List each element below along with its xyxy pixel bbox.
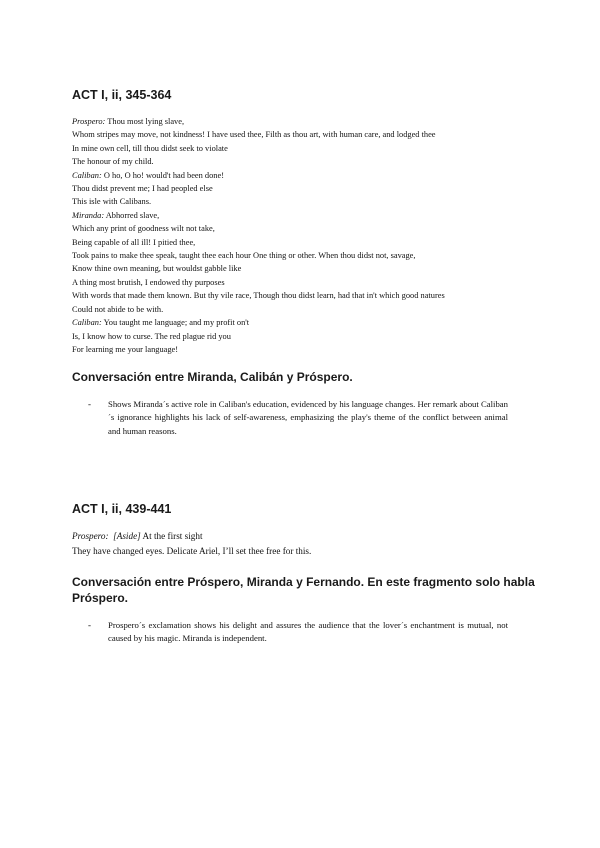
speaker-name: Prospero: — [72, 531, 109, 541]
verse-line — [72, 222, 542, 235]
verse-text: Whom stripes may move, not kindness! I have used thee, Filth as thou art, with human care, and lodged thee — [72, 130, 436, 140]
verse-line — [72, 249, 542, 262]
verse-text: This isle with Calibans. — [72, 197, 152, 207]
verse-line: They have changed eyes. Delicate Ariel, I’ll set thee free for this. — [72, 545, 312, 556]
verse-text: Being capable of all ill! I pitied thee, — [72, 237, 196, 247]
verse-line — [72, 169, 542, 182]
verse-text: Could not abide to be with. — [72, 304, 164, 314]
verse-line — [72, 209, 542, 222]
verse-line — [72, 262, 542, 275]
verse-text: Thou didst prevent me; I had peopled else — [72, 184, 213, 194]
verse-line — [72, 330, 542, 343]
verse-text: Took pains to make thee speak, taught thee each hour One thing or other. When thou didst not, savage, — [72, 251, 416, 261]
bullet-text-2: Prospero´s exclamation shows his delight and assures the audience that the lover´s enchantment is mutual, not caused by his magic. Miranda is independent. — [108, 620, 508, 644]
verse-text: The honour of my child. — [72, 157, 154, 167]
verse-text: With words that made them known. But thy vile race, Though thou didst learn, had that in't which good natures — [72, 291, 445, 301]
verse-text: In mine own cell, till thou didst seek to violate — [72, 143, 228, 153]
verse-line — [72, 142, 542, 155]
verse-line — [72, 303, 542, 316]
bullet-dash: - — [88, 620, 91, 630]
verse-line — [72, 115, 542, 128]
bullet-dash: - — [88, 399, 91, 409]
verse-passage-2 — [72, 529, 542, 558]
verse-line — [72, 529, 542, 544]
verse-line — [72, 236, 542, 249]
section-heading-1: Conversación entre Miranda, Calibán y Próspero. — [72, 370, 353, 384]
bullet-text-1: Shows Miranda´s active role in Caliban's education, evidenced by his language changes. Her remark about Caliban´s ignorance highlights his lack of self-awareness, emphasizing the play's theme of the conflict between animal and human reasons. — [108, 399, 508, 436]
verse-line — [72, 182, 542, 195]
stage-direction: [Aside] — [113, 531, 141, 541]
verse-line — [72, 343, 542, 356]
verse-line — [72, 195, 542, 208]
bullet-item-2 — [88, 619, 508, 646]
verse-text: For learning me your language! — [72, 344, 179, 354]
bullet-item-1 — [88, 398, 508, 438]
section-heading-2: Conversación entre Próspero, Miranda y Fernando. En este fragmento solo habla Próspero. — [72, 575, 535, 605]
verse-line — [72, 289, 542, 302]
speaker-name: Prospero: — [72, 117, 106, 126]
verse-text: You taught me language; and my profit on't — [101, 318, 250, 328]
verse-line — [72, 128, 542, 141]
verse-passage-1 — [72, 115, 542, 356]
speaker-name: Caliban: — [72, 170, 102, 180]
act-heading-2: ACT I, ii, 439-441 — [72, 502, 172, 516]
verse-text: Is, I know how to curse. The red plague rid you — [72, 331, 231, 341]
verse-text: Abhorred slave, — [104, 210, 160, 220]
verse-line — [72, 276, 542, 289]
verse-text: Know thine own meaning, but wouldst gabble like — [72, 264, 242, 274]
act-heading-1: ACT I, ii, 345-364 — [72, 88, 172, 102]
verse-text: Thou most lying slave, — [105, 117, 185, 126]
verse-text: A thing most brutish, I endowed thy purposes — [72, 277, 225, 287]
verse-line — [72, 155, 542, 168]
verse-text: Which any print of goodness wilt not take, — [72, 224, 215, 234]
speaker-name: Caliban: — [72, 318, 102, 328]
verse-text: O ho, O ho! would't had been done! — [101, 170, 225, 180]
verse-text: At the first sight — [140, 531, 203, 541]
verse-line — [72, 316, 542, 329]
speaker-name: Miranda: — [72, 210, 105, 220]
